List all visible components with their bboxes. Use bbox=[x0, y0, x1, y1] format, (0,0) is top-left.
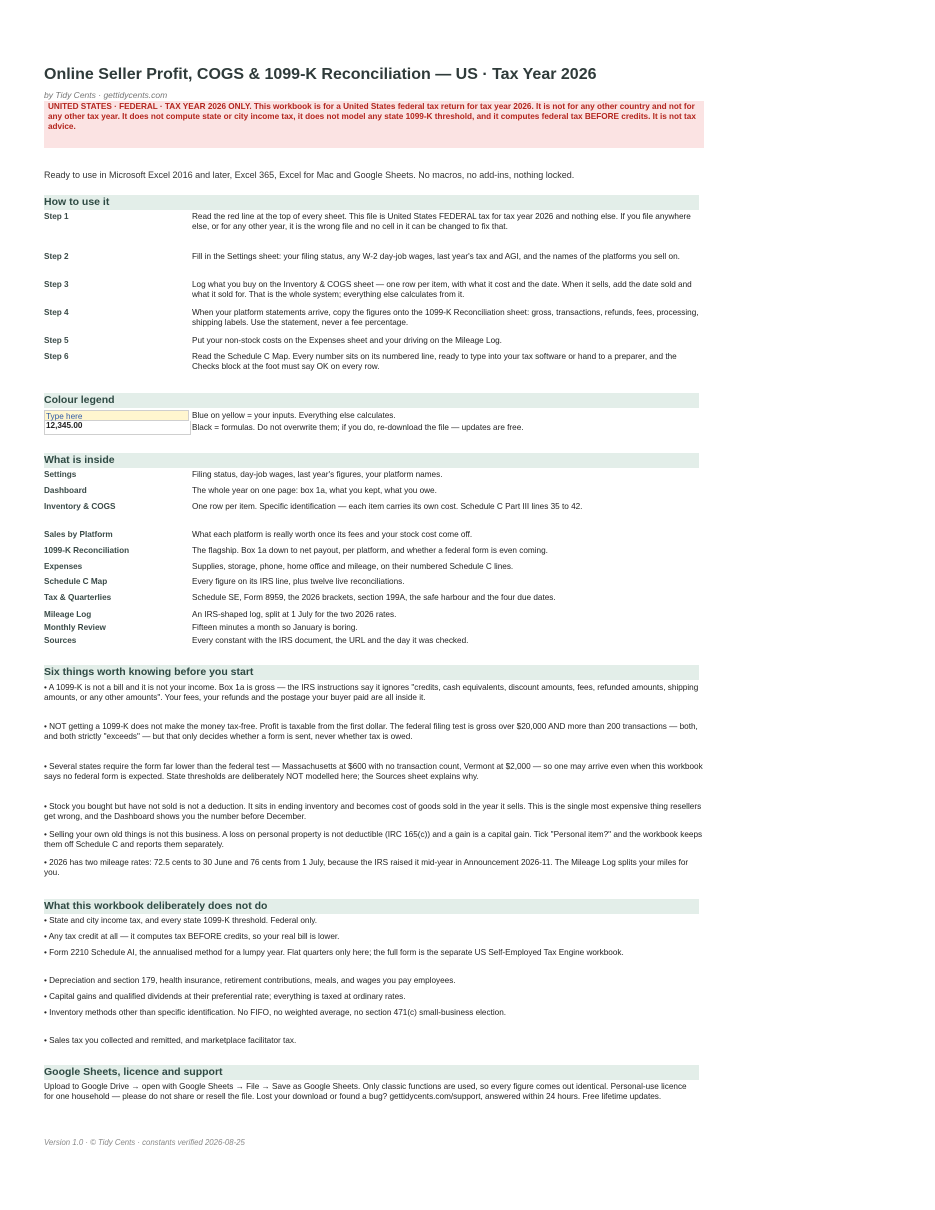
sheet-description: The whole year on one page: box 1a, what you kept, what you owe. bbox=[192, 486, 437, 495]
sheet-name: Settings bbox=[44, 470, 77, 479]
section-heading-support: Google Sheets, licence and support bbox=[44, 1065, 699, 1080]
bullet-item: • Several states require the form far lower than the federal test — Massachusetts at $600 with no transaction count, Vermont at $2,000 — so one may arrive even when this workbook says no federal form is expected. State thresholds are deliberately NOT modelled here; the Sources sheet explains why. bbox=[44, 762, 703, 781]
federal-warning-banner: UNITED STATES · FEDERAL · TAX YEAR 2026 ONLY. This workbook is for a United States federal tax return for tax year 2026. It is not for any other country and not for any other tax year. It does not compute state or city income tax, it does not model any state 1099-K threshold, and it computes federal tax BEFORE credits. It is not tax advice. bbox=[44, 101, 704, 148]
step-text: Read the red line at the top of every sheet. This file is United States FEDERAL tax for tax year 2026 and nothing else. If you file anywhere else, or for any other year, it is the wrong file and no cell in it can be changed to fix that. bbox=[192, 212, 691, 231]
bullet-item: • Inventory methods other than specific identification. No FIFO, no weighted average, no section 471(c) small-business election. bbox=[44, 1008, 507, 1017]
step-text: When your platform statements arrive, copy the figures onto the 1099-K Reconciliation sheet: gross, transactions, refunds, fees, processing, shipping labels. Use the statement, never a fee percentage. bbox=[192, 308, 699, 327]
sheet-description: Fifteen minutes a month so January is boring. bbox=[192, 623, 358, 632]
step-label: Step 6 bbox=[44, 352, 69, 361]
sheet-description: One row per item. Specific identification — each item carries its own cost. Schedule C Part III lines 35 to 42. bbox=[192, 502, 583, 511]
bullet-item: • Capital gains and qualified dividends at their preferential rate; everything is taxed at ordinary rates. bbox=[44, 992, 406, 1001]
step-text: Fill in the Settings sheet: your filing status, any W-2 day-job wages, last year's tax and AGI, and the names of the platforms you sell on. bbox=[192, 252, 680, 261]
step-label: Step 1 bbox=[44, 212, 69, 221]
input-cell-sample[interactable]: Type here bbox=[44, 410, 189, 421]
section-heading-does-not-do: What this workbook deliberately does not do bbox=[44, 899, 699, 914]
sheet-description: Supplies, storage, phone, home office and mileage, on their numbered Schedule C lines. bbox=[192, 562, 514, 571]
section-heading-colour-legend: Colour legend bbox=[44, 393, 699, 408]
bullet-item: • Any tax credit at all — it computes tax BEFORE credits, so your real bill is lower. bbox=[44, 932, 340, 941]
byline: by Tidy Cents · gettidycents.com bbox=[44, 90, 168, 100]
bullet-item: • State and city income tax, and every state 1099-K threshold. Federal only. bbox=[44, 916, 318, 925]
sheet-description: Schedule SE, Form 8959, the 2026 brackets, section 199A, the safe harbour and the four due dates. bbox=[192, 593, 556, 602]
step-text: Put your non-stock costs on the Expenses sheet and your driving on the Mileage Log. bbox=[192, 336, 502, 345]
step-label: Step 4 bbox=[44, 308, 69, 317]
legend-formula-text: Black = formulas. Do not overwrite them; if you do, re-download the file — updates are free. bbox=[192, 423, 524, 432]
compatibility-note: Ready to use in Microsoft Excel 2016 and later, Excel 365, Excel for Mac and Google Sheets. No macros, no add-ins, nothing locked. bbox=[44, 170, 575, 180]
step-label: Step 3 bbox=[44, 280, 69, 289]
sheet-name: Inventory & COGS bbox=[44, 502, 116, 511]
bullet-item: • Depreciation and section 179, health insurance, retirement contributions, meals, and wages you pay employees. bbox=[44, 976, 456, 985]
sheet-name: 1099-K Reconciliation bbox=[44, 546, 130, 555]
sheet-name: Sales by Platform bbox=[44, 530, 113, 539]
step-text: Read the Schedule C Map. Every number sits on its numbered line, ready to type into your tax software or hand to a preparer, and the Checks block at the foot must say OK on every row. bbox=[192, 352, 677, 371]
sheet-description: What each platform is really worth once its fees and your stock cost come off. bbox=[192, 530, 473, 539]
sheet-description: The flagship. Box 1a down to net payout, per platform, and whether a federal form is even coming. bbox=[192, 546, 548, 555]
section-heading-what-is-inside: What is inside bbox=[44, 453, 699, 468]
sheet-name: Mileage Log bbox=[44, 610, 92, 619]
sheet-name: Sources bbox=[44, 636, 77, 645]
bullet-item: • Form 2210 Schedule AI, the annualised method for a lumpy year. Flat quarters only here; the full form is the separate US Self-Employed Tax Engine workbook. bbox=[44, 948, 624, 957]
section-heading-how-to-use: How to use it bbox=[44, 195, 699, 210]
step-label: Step 2 bbox=[44, 252, 69, 261]
bullet-item: • NOT getting a 1099-K does not make the money tax-free. Profit is taxable from the first dollar. The federal filing test is gross over $20,000 AND more than 200 transactions — both, and both strictly "exceeds" — but that only decides whether a form is sent, never whether tax is owed. bbox=[44, 722, 698, 741]
sheet-name: Expenses bbox=[44, 562, 83, 571]
step-text: Log what you buy on the Inventory & COGS sheet — one row per item, with what it cost and the date. When it sells, add the date sold and what it sold for. That is the whole system; everything else calculates from it. bbox=[192, 280, 692, 299]
sheet-name: Monthly Review bbox=[44, 623, 106, 632]
sheet-name: Dashboard bbox=[44, 486, 87, 495]
version-footer: Version 1.0 · © Tidy Cents · constants verified 2026-08-25 bbox=[44, 1138, 245, 1147]
bullet-item: • Sales tax you collected and remitted, and marketplace facilitator tax. bbox=[44, 1036, 297, 1045]
legend-input-text: Blue on yellow = your inputs. Everything else calculates. bbox=[192, 411, 396, 420]
support-text: Upload to Google Drive → open with Google Sheets → File → Save as Google Sheets. Only classic functions are used, so every figure comes out identical. Personal-use licence for one household — please do not share or resell the file. Lost your download or found a bug? gettidycents.com/support, answered within 24 hours. Free lifetime updates. bbox=[44, 1082, 687, 1101]
sheet-description: Every figure on its IRS line, plus twelve live reconciliations. bbox=[192, 577, 405, 586]
bullet-item: • Stock you bought but have not sold is not a deduction. It sits in ending inventory and becomes cost of goods sold in the year it sells. This is the single most expensive thing resellers get wrong, and the Dashboard shows you the number before December. bbox=[44, 802, 702, 821]
step-label: Step 5 bbox=[44, 336, 69, 345]
section-heading-six-things: Six things worth knowing before you start bbox=[44, 665, 699, 680]
bullet-item: • 2026 has two mileage rates: 72.5 cents to 30 June and 76 cents from 1 July, because the IRS raised it mid-year in Announcement 2026-11. The Mileage Log splits your miles for you. bbox=[44, 858, 689, 877]
bullet-item: • A 1099-K is not a bill and it is not your income. Box 1a is gross — the IRS instructions say it ignores "credits, cash equivalents, discount amounts, fees, refunded amounts, shipping amounts, or any other amounts". Your fees, your refunds and the postage your buyer paid are all inside it. bbox=[44, 683, 699, 702]
sheet-description: An IRS-shaped log, split at 1 July for the two 2026 rates. bbox=[192, 610, 397, 619]
page-title: Online Seller Profit, COGS & 1099-K Reconciliation — US · Tax Year 2026 bbox=[44, 66, 597, 83]
bullet-item: • Selling your own old things is not this business. A loss on personal property is not deductible (IRC 165(c)) and a gain is a capital gain. Tick "Personal item?" and the workbook keeps them off Schedule C and reports them separately. bbox=[44, 830, 703, 849]
sheet-name: Schedule C Map bbox=[44, 577, 108, 586]
sheet-description: Every constant with the IRS document, the URL and the day it was checked. bbox=[192, 636, 469, 645]
sheet-description: Filing status, day-job wages, last year's figures, your platform names. bbox=[192, 470, 443, 479]
formula-cell-sample: 12,345.00 bbox=[44, 421, 191, 435]
sheet-name: Tax & Quarterlies bbox=[44, 593, 112, 602]
